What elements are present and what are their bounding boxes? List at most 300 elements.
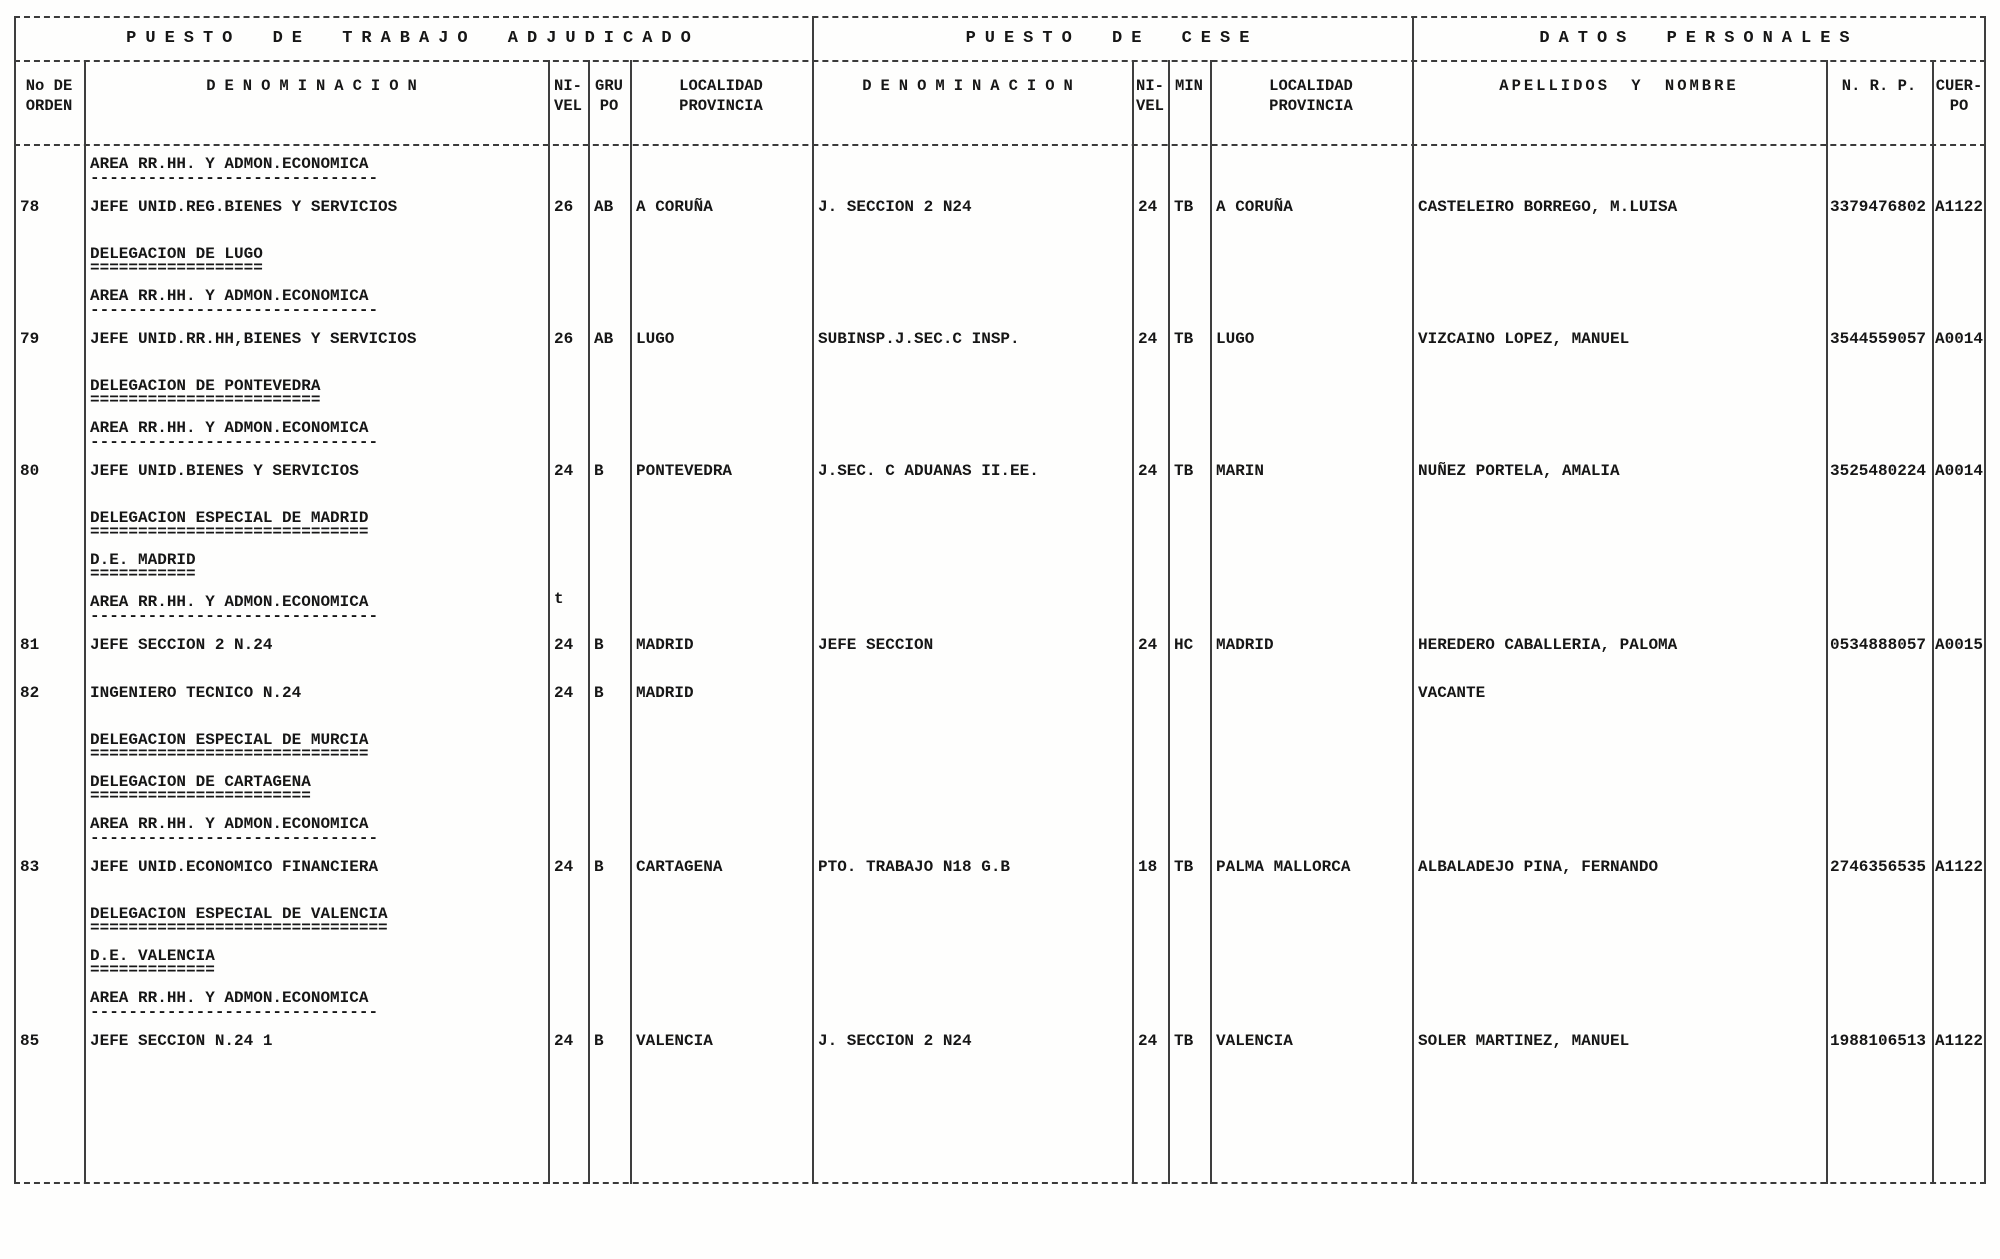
- col-header-line: LOCALIDAD: [679, 77, 763, 95]
- cell-cmin: [1168, 770, 1210, 812]
- cell-cden: J. SECCION 2 N24: [818, 198, 972, 216]
- cell-nrp: [1826, 986, 1932, 1028]
- cell-cloc: [1210, 728, 1412, 770]
- table-row: [14, 632, 1986, 658]
- cell-nrp: 0534888057: [1830, 636, 1927, 654]
- assignment-table: [14, 16, 1986, 1184]
- cell-cloc: [1210, 374, 1412, 416]
- cell-cloc: LUGO: [1216, 330, 1255, 348]
- cell-nrp: [1826, 770, 1932, 812]
- column-separator-line: [1984, 16, 1986, 1184]
- table-border-line-bottom: [14, 1182, 1986, 1184]
- cell-ape: VACANTE: [1418, 684, 1486, 702]
- cell-nrp: [1826, 944, 1932, 986]
- section-heading-text: AREA RR.HH. Y ADMON.ECONOMICA: [90, 815, 369, 833]
- cell-cue: A1122: [1935, 1032, 1984, 1050]
- section-heading-underline: ------------------------------: [90, 301, 379, 319]
- cell-ape: [1412, 152, 1826, 194]
- table-row: [14, 326, 1986, 352]
- col-header-line: CUER-: [1935, 77, 1983, 95]
- section-heading-text: DELEGACION DE LUGO: [90, 245, 263, 263]
- cell-cloc: PALMA MALLORCA: [1216, 858, 1351, 876]
- section-heading-text: DELEGACION DE PONTEVEDRA: [90, 377, 321, 395]
- cell-cniv: [1132, 548, 1168, 590]
- cell-niv: [548, 902, 588, 944]
- section-heading-line: [14, 284, 1986, 326]
- cell-den: [84, 770, 548, 812]
- cell-cmin: [1168, 680, 1210, 706]
- cell-cmin: [1168, 416, 1210, 458]
- col-header-nrp: N. R. P.: [1841, 77, 1917, 95]
- section-heading-line: [14, 590, 1986, 632]
- table-row: [14, 194, 1986, 220]
- cell-gru: [588, 284, 630, 326]
- cell-orden: 82: [20, 684, 40, 702]
- cell-loc: [630, 416, 812, 458]
- cell-niv: [548, 548, 588, 590]
- cell-orden: [14, 416, 84, 458]
- cell-niv: 24: [554, 1032, 574, 1050]
- cell-nrp: [1826, 728, 1932, 770]
- table-body: [14, 144, 1986, 1182]
- spacer-line: [14, 658, 1986, 680]
- cell-den: [84, 944, 548, 986]
- cell-ape: [1412, 902, 1826, 944]
- cell-gru: B: [594, 684, 604, 702]
- cell-niv: 24: [554, 684, 574, 702]
- cell-loc: [630, 506, 812, 548]
- spacer-line: [14, 484, 1986, 506]
- cell-cue: A0015: [1935, 636, 1984, 654]
- cell-cden: [812, 986, 1132, 1028]
- col-header-line: PROVINCIA: [1269, 97, 1353, 115]
- cell-orden: [14, 986, 84, 1028]
- cell-den: [84, 728, 548, 770]
- section-heading-line: [14, 548, 1986, 590]
- group-separator-line: [812, 16, 814, 1184]
- cell-cue: [1932, 506, 1986, 548]
- cell-cue: [1932, 548, 1986, 590]
- table-border-line-top: [14, 16, 1986, 18]
- cell-den: [84, 506, 548, 548]
- cell-orden: 79: [20, 330, 40, 348]
- cell-cniv: [1132, 770, 1168, 812]
- cell-ape: [1412, 770, 1826, 812]
- cell-cden: J.SEC. C ADUANAS II.EE.: [818, 462, 1039, 480]
- cell-nrp: [1826, 680, 1932, 706]
- column-separator-line: [630, 60, 632, 1184]
- cell-cden: [812, 812, 1132, 854]
- cell-gru: [588, 944, 630, 986]
- group-header-puesto-cese: PUESTO DE CESE: [965, 28, 1259, 48]
- cell-cmin: [1168, 902, 1210, 944]
- col-header-cese-localidad-provincia: [1210, 60, 1412, 144]
- section-heading-text: AREA RR.HH. Y ADMON.ECONOMICA: [90, 155, 369, 173]
- cell-cden: SUBINSP.J.SEC.C INSP.: [818, 330, 1020, 348]
- cell-ape: SOLER MARTINEZ, MANUEL: [1418, 1032, 1630, 1050]
- cell-cniv: 24: [1138, 636, 1158, 654]
- cell-ape: [1412, 812, 1826, 854]
- cell-gru: [588, 902, 630, 944]
- cell-cue: A0014: [1935, 462, 1984, 480]
- cell-cloc: [1210, 902, 1412, 944]
- section-heading-text: AREA RR.HH. Y ADMON.ECONOMICA: [90, 593, 369, 611]
- cell-cmin: [1168, 548, 1210, 590]
- cell-loc: [630, 944, 812, 986]
- section-heading-text: AREA RR.HH. Y ADMON.ECONOMICA: [90, 989, 369, 1007]
- cell-gru: [588, 242, 630, 284]
- cell-cden: [812, 506, 1132, 548]
- cell-niv: [548, 944, 588, 986]
- section-heading-line: [14, 728, 1986, 770]
- cell-loc: [630, 242, 812, 284]
- cell-orden: [14, 374, 84, 416]
- section-heading-line: [14, 902, 1986, 944]
- cell-orden: [14, 590, 84, 632]
- section-heading-text: DELEGACION DE CARTAGENA: [90, 773, 311, 791]
- cell-orden: [14, 242, 84, 284]
- cell-den: JEFE UNID.ECONOMICO FINANCIERA: [90, 858, 379, 876]
- cell-nrp: [1826, 416, 1932, 458]
- col-header-grupo: [588, 60, 630, 144]
- cell-niv: [548, 812, 588, 854]
- cell-cloc: [1210, 416, 1412, 458]
- cell-cue: [1932, 728, 1986, 770]
- cell-cmin: TB: [1174, 858, 1194, 876]
- section-heading-text: AREA RR.HH. Y ADMON.ECONOMICA: [90, 287, 369, 305]
- cell-cmin: [1168, 986, 1210, 1028]
- cell-cloc: [1210, 812, 1412, 854]
- cell-ape: CASTELEIRO BORREGO, M.LUISA: [1418, 198, 1678, 216]
- cell-ape: [1412, 944, 1826, 986]
- cell-cniv: 18: [1138, 858, 1158, 876]
- cell-den: [84, 812, 548, 854]
- cell-niv: [548, 242, 588, 284]
- col-header-cuerpo: [1932, 60, 1986, 144]
- cell-orden: 78: [20, 198, 40, 216]
- section-heading-text: D.E. VALENCIA: [90, 947, 215, 965]
- cell-ape: [1412, 728, 1826, 770]
- cell-nrp: [1826, 902, 1932, 944]
- cell-gru: B: [594, 462, 604, 480]
- cell-ape: [1412, 590, 1826, 632]
- cell-cniv: [1132, 590, 1168, 632]
- cell-cue: [1932, 416, 1986, 458]
- cell-nrp: [1826, 548, 1932, 590]
- cell-orden: 80: [20, 462, 40, 480]
- section-heading-line: [14, 812, 1986, 854]
- spacer-line: [14, 706, 1986, 728]
- cell-cniv: 24: [1138, 462, 1158, 480]
- cell-nrp: 3544559057: [1830, 330, 1927, 348]
- group-header-puesto-adjudicado: PUESTO DE TRABAJO ADJUDICADO: [126, 28, 700, 48]
- cell-cue: [1932, 902, 1986, 944]
- section-heading-line: [14, 770, 1986, 812]
- col-header-localidad-provincia: [630, 60, 812, 144]
- column-separator-line: [588, 60, 590, 1184]
- cell-niv: [548, 506, 588, 548]
- col-header-apellidos-nombre: APELLIDOS Y NOMBRE: [1499, 77, 1739, 95]
- column-separator-line: [84, 60, 86, 1184]
- cell-niv: [548, 770, 588, 812]
- cell-den: [84, 986, 548, 1028]
- cell-loc: [630, 728, 812, 770]
- col-header-line: NI-: [554, 77, 582, 95]
- cell-nrp: [1826, 812, 1932, 854]
- section-heading-line: [14, 374, 1986, 416]
- cell-gru: [588, 374, 630, 416]
- section-heading-underline: ===============================: [90, 919, 388, 937]
- column-header-row: [14, 60, 1986, 144]
- cell-orden: [14, 902, 84, 944]
- cell-den: JEFE UNID.BIENES Y SERVICIOS: [90, 462, 359, 480]
- section-heading-line: [14, 152, 1986, 194]
- section-heading-underline: ------------------------------: [90, 1003, 379, 1021]
- cell-cniv: [1132, 902, 1168, 944]
- cell-cmin: TB: [1174, 1032, 1194, 1050]
- cell-cmin: [1168, 242, 1210, 284]
- cell-ape: ALBALADEJO PINA, FERNANDO: [1418, 858, 1659, 876]
- cell-loc: [630, 986, 812, 1028]
- cell-gru: [588, 506, 630, 548]
- cell-orden: 81: [20, 636, 40, 654]
- cell-gru: B: [594, 858, 604, 876]
- cell-loc: PONTEVEDRA: [636, 462, 733, 480]
- group-header-datos-personales: DATOS PERSONALES: [1539, 28, 1859, 48]
- section-heading-underline: =============================: [90, 523, 369, 541]
- group-separator-line: [1412, 16, 1414, 1184]
- cell-loc: [630, 590, 812, 632]
- cell-niv: [548, 986, 588, 1028]
- cell-gru: AB: [594, 330, 614, 348]
- cell-niv: 24: [554, 858, 574, 876]
- cell-cniv: [1132, 506, 1168, 548]
- cell-ape: VIZCAINO LOPEZ, MANUEL: [1418, 330, 1630, 348]
- col-header-denominacion: DENOMINACION: [206, 77, 426, 95]
- cell-ape: [1412, 284, 1826, 326]
- cell-orden: [14, 770, 84, 812]
- section-heading-underline: =============: [90, 961, 215, 979]
- cell-nrp: 3525480224: [1830, 462, 1927, 480]
- cell-orden: [14, 944, 84, 986]
- cell-cden: [812, 944, 1132, 986]
- cell-cden: [812, 152, 1132, 194]
- cell-den: [84, 284, 548, 326]
- cell-nrp: [1826, 506, 1932, 548]
- cell-den: [84, 152, 548, 194]
- cell-cloc: VALENCIA: [1216, 1032, 1293, 1050]
- cell-cden: PTO. TRABAJO N18 G.B: [818, 858, 1011, 876]
- cell-niv: [548, 374, 588, 416]
- col-header-line: PO: [1949, 97, 1969, 115]
- cell-cniv: [1132, 152, 1168, 194]
- cell-orden: 83: [20, 858, 40, 876]
- cell-cmin: HC: [1174, 636, 1194, 654]
- cell-cden: JEFE SECCION: [818, 636, 934, 654]
- cell-ape: [1412, 506, 1826, 548]
- table-border-line-under-groups: [14, 60, 1986, 62]
- cell-loc: CARTAGENA: [636, 858, 723, 876]
- cell-loc: [630, 548, 812, 590]
- col-header-line: No DE: [25, 77, 73, 95]
- col-header-nivel: [548, 60, 588, 144]
- column-separator-line: [1932, 60, 1934, 1184]
- cell-loc: VALENCIA: [636, 1032, 713, 1050]
- cell-den: [84, 590, 548, 632]
- cell-loc: [630, 374, 812, 416]
- table-border-line-under-headers: [14, 144, 1986, 146]
- cell-cloc: [1210, 548, 1412, 590]
- cell-cden: [812, 902, 1132, 944]
- table-row: [14, 854, 1986, 880]
- cell-den: INGENIERO TECNICO N.24: [90, 684, 302, 702]
- col-header-line: PO: [599, 97, 619, 115]
- section-heading-text: AREA RR.HH. Y ADMON.ECONOMICA: [90, 419, 369, 437]
- table-row: [14, 458, 1986, 484]
- cell-cloc: [1210, 986, 1412, 1028]
- cell-cden: [812, 374, 1132, 416]
- cell-cue: [1932, 242, 1986, 284]
- column-separator-line: [1210, 60, 1212, 1184]
- cell-cloc: MARIN: [1216, 462, 1265, 480]
- cell-niv: [548, 416, 588, 458]
- cell-cden: [812, 770, 1132, 812]
- cell-cmin: [1168, 374, 1210, 416]
- cell-loc: MADRID: [636, 684, 694, 702]
- col-header-no-de-orden: [14, 60, 84, 144]
- col-header-cese-denominacion: DENOMINACION: [862, 77, 1082, 95]
- cell-ape: [1412, 242, 1826, 284]
- cell-nrp: 2746356535: [1830, 858, 1927, 876]
- cell-cmin: [1168, 728, 1210, 770]
- column-separator-line: [1132, 60, 1134, 1184]
- cell-nrp: [1826, 590, 1932, 632]
- cell-orden: [14, 548, 84, 590]
- cell-cmin: TB: [1174, 462, 1194, 480]
- cell-cue: [1932, 284, 1986, 326]
- cell-cloc: MADRID: [1216, 636, 1274, 654]
- cell-gru: B: [594, 636, 604, 654]
- cell-niv: 24: [554, 462, 574, 480]
- cell-orden: [14, 284, 84, 326]
- cell-ape: HEREDERO CABALLERIA, PALOMA: [1418, 636, 1678, 654]
- cell-gru: [588, 590, 630, 632]
- cell-gru: [588, 728, 630, 770]
- section-heading-line: [14, 416, 1986, 458]
- cell-ape: NUÑEZ PORTELA, AMALIA: [1418, 462, 1620, 480]
- cell-den: [84, 242, 548, 284]
- cell-cniv: 24: [1138, 330, 1158, 348]
- section-heading-underline: ========================: [90, 391, 321, 409]
- section-heading-underline: ------------------------------: [90, 829, 379, 847]
- cell-cden: [812, 416, 1132, 458]
- cell-cden: [812, 680, 1132, 706]
- section-heading-text: D.E. MADRID: [90, 551, 196, 569]
- cell-ape: [1412, 374, 1826, 416]
- cell-den: JEFE SECCION N.24 1: [90, 1032, 273, 1050]
- spacer-line: [14, 880, 1986, 902]
- group-header-row: [14, 16, 1986, 60]
- col-header-line: VEL: [1136, 97, 1164, 115]
- cell-cloc: [1210, 770, 1412, 812]
- col-header-line: ORDEN: [25, 97, 73, 115]
- cell-gru: [588, 986, 630, 1028]
- cell-ape: [1412, 986, 1826, 1028]
- cell-cue: [1932, 374, 1986, 416]
- cell-den: [84, 374, 548, 416]
- cell-orden: [14, 812, 84, 854]
- cell-den: JEFE SECCION 2 N.24: [90, 636, 273, 654]
- cell-cue: [1932, 986, 1986, 1028]
- cell-niv: [548, 152, 588, 194]
- cell-cue: [1932, 944, 1986, 986]
- cell-cue: A1122: [1935, 858, 1984, 876]
- cell-cmin: [1168, 590, 1210, 632]
- col-header-line: PROVINCIA: [679, 97, 763, 115]
- cell-cniv: [1132, 374, 1168, 416]
- cell-nrp: [1826, 242, 1932, 284]
- cell-cloc: [1210, 152, 1412, 194]
- cell-cloc: [1210, 506, 1412, 548]
- cell-cniv: [1132, 728, 1168, 770]
- cell-orden: [14, 506, 84, 548]
- cell-cniv: [1132, 284, 1168, 326]
- cell-cniv: [1132, 242, 1168, 284]
- section-heading-underline: ------------------------------: [90, 433, 379, 451]
- cell-cden: [812, 590, 1132, 632]
- cell-orden: [14, 728, 84, 770]
- cell-cniv: [1132, 680, 1168, 706]
- cell-niv: t: [554, 590, 564, 608]
- cell-cloc: A CORUÑA: [1216, 198, 1293, 216]
- cell-gru: B: [594, 1032, 604, 1050]
- table-row: [14, 1028, 1986, 1054]
- cell-cden: [812, 548, 1132, 590]
- column-separator-line: [548, 60, 550, 1184]
- section-heading-text: DELEGACION ESPECIAL DE MADRID: [90, 509, 369, 527]
- col-header-line: LOCALIDAD: [1269, 77, 1353, 95]
- col-header-line: GRU: [595, 77, 623, 95]
- cell-cmin: [1168, 152, 1210, 194]
- cell-loc: A CORUÑA: [636, 198, 713, 216]
- cell-cden: [812, 728, 1132, 770]
- cell-cue: [1932, 680, 1986, 706]
- cell-cmin: TB: [1174, 330, 1194, 348]
- column-separator-line: [14, 16, 16, 1184]
- section-heading-underline: ==================: [90, 259, 263, 277]
- cell-gru: [588, 152, 630, 194]
- cell-cden: [812, 242, 1132, 284]
- section-heading-text: DELEGACION ESPECIAL DE VALENCIA: [90, 905, 388, 923]
- cell-loc: MADRID: [636, 636, 694, 654]
- cell-gru: AB: [594, 198, 614, 216]
- cell-gru: [588, 770, 630, 812]
- cell-cmin: [1168, 944, 1210, 986]
- cell-gru: [588, 812, 630, 854]
- cell-nrp: 1988106513: [1830, 1032, 1927, 1050]
- column-separator-line: [1168, 60, 1170, 1184]
- cell-cmin: [1168, 506, 1210, 548]
- cell-cniv: 24: [1138, 198, 1158, 216]
- cell-cue: A1122: [1935, 198, 1984, 216]
- cell-cue: A0014: [1935, 330, 1984, 348]
- cell-cloc: [1210, 242, 1412, 284]
- cell-niv: 26: [554, 198, 574, 216]
- cell-loc: LUGO: [636, 330, 675, 348]
- cell-loc: [630, 902, 812, 944]
- cell-nrp: [1826, 374, 1932, 416]
- cell-cue: [1932, 812, 1986, 854]
